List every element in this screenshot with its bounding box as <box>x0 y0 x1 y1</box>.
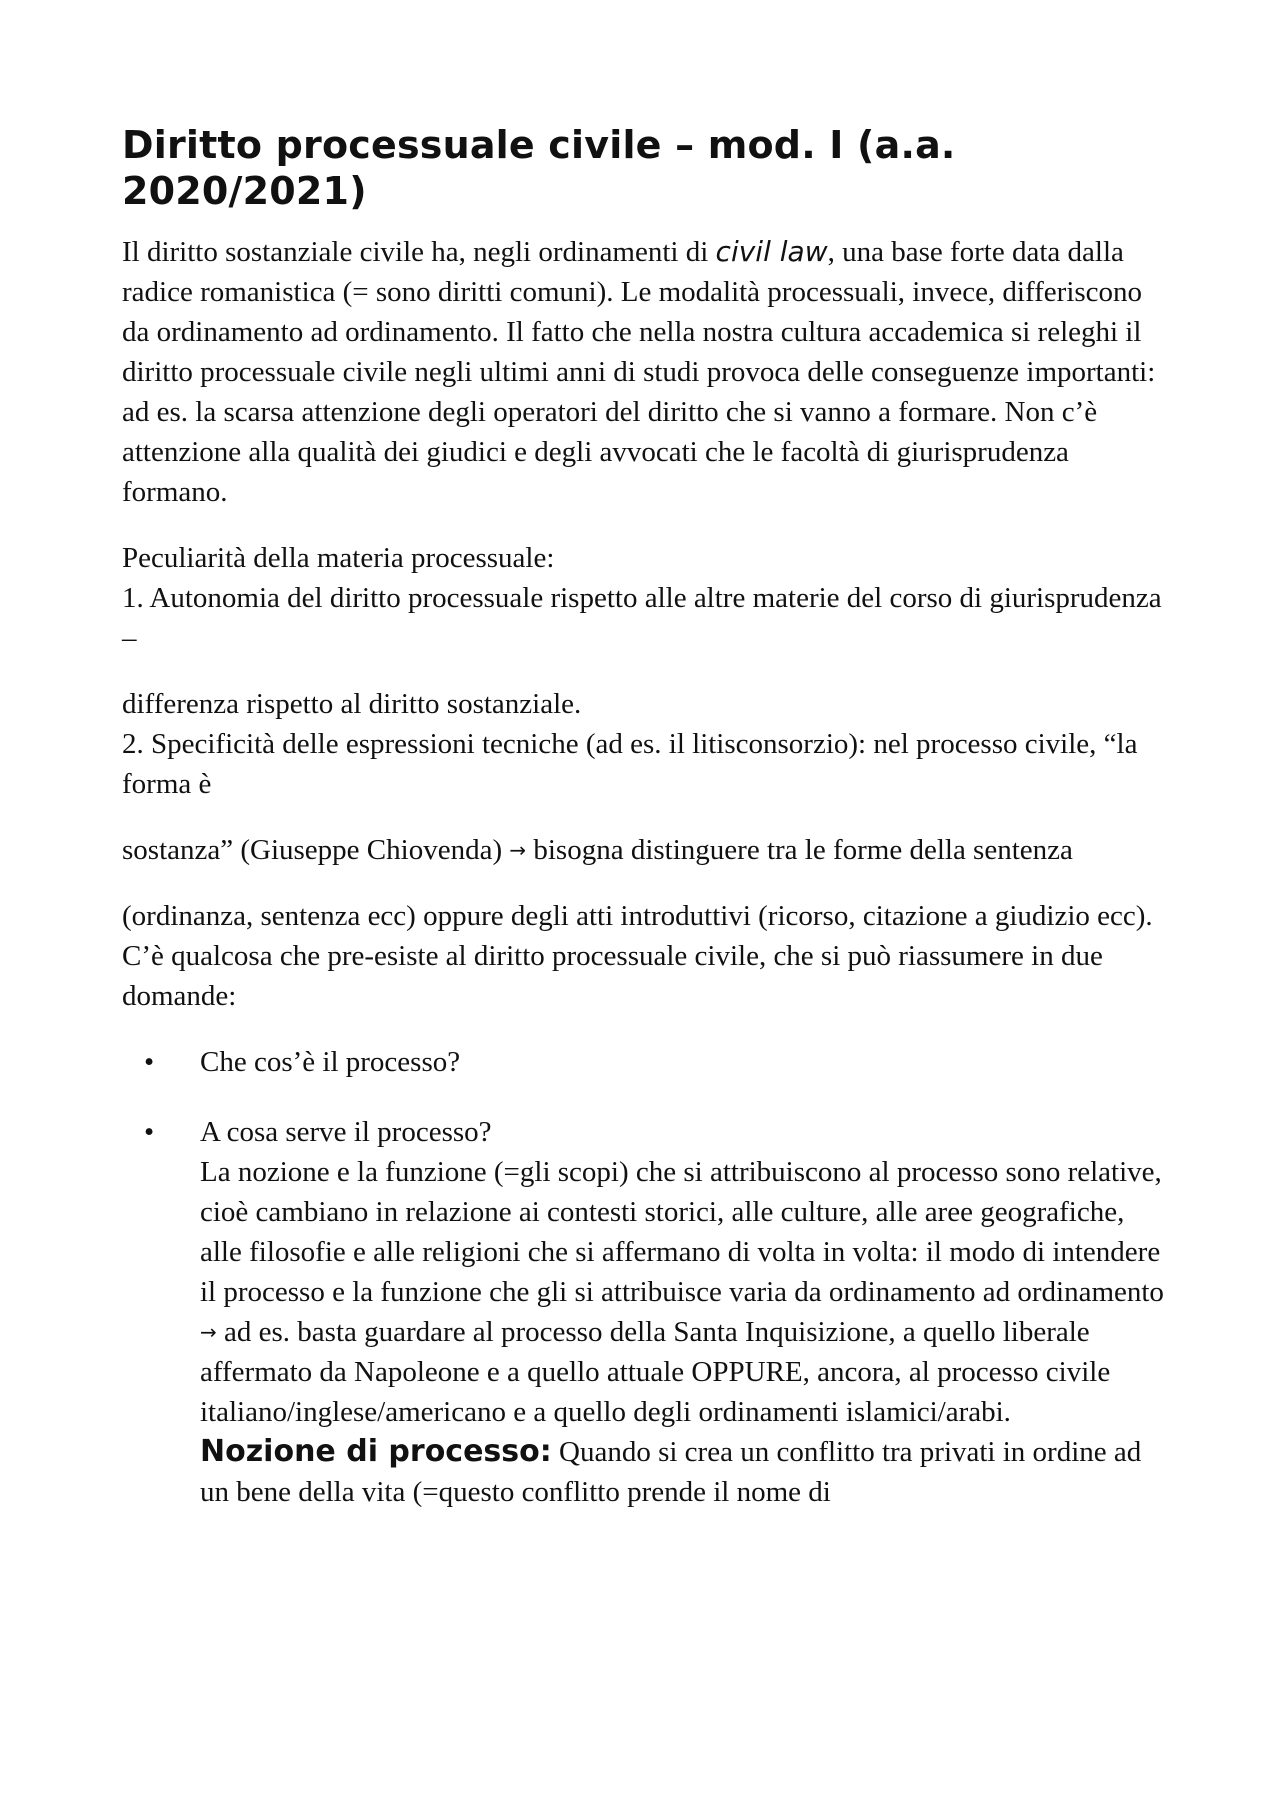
right-arrow-icon: → <box>200 1320 217 1344</box>
question-2: A cosa serve il processo? <box>200 1116 492 1148</box>
civil-law-emphasis: civil law <box>715 235 828 268</box>
list-item <box>122 1042 1172 1082</box>
peculiarities-heading: Peculiarità della materia processuale: <box>122 542 555 574</box>
peculiarities-block <box>122 538 1172 658</box>
point-2-continued-2: (ordinanza, sentenza ecc) oppure degli atti introduttivi (ricorso, citazione a giudizio ecc). C’è qualcosa che pre-esiste al diritto processuale civile, che si può riassumere in due domande: <box>122 900 1153 1012</box>
intro-paragraph <box>122 232 1172 512</box>
question-2-body-start: La nozione e la funzione (=gli scopi) che si attribuiscono al processo sono relative, cioè cambiano in relazione ai contesti storici, alle culture, alle aree geografiche, alle filosofie e alle religioni che si affermano di volta in volta: il modo di intendere il processo e la funzione che gli si attribuisce varia da ordinamento ad ordinamento <box>200 1156 1164 1308</box>
right-arrow-icon: → <box>509 838 527 862</box>
point-1-continued-text: differenza rispetto al diritto sostanziale. <box>122 688 582 720</box>
list-item <box>122 1112 1172 1512</box>
point-1: 1. Autonomia del diritto processuale rispetto alle altre materie del corso di giurisprudenza – <box>122 582 1162 654</box>
questions-list <box>122 1042 1172 1512</box>
document-title: Diritto processuale civile – mod. I (a.a. 2020/2021) <box>122 123 956 213</box>
nozione-heading: Nozione di processo: <box>200 1434 552 1469</box>
intro-text-start: Il diritto sostanziale civile ha, negli ordinamenti di <box>122 236 716 268</box>
bullet-icon: • <box>144 1046 155 1078</box>
point-2: 2. Specificità delle espressioni tecniche (ad es. il litisconsorzio): nel processo civile, “la forma è <box>122 728 1138 800</box>
point-2-continued <box>122 830 1172 870</box>
question-2-body-rest: ad es. basta guardare al processo della Santa Inquisizione, a quello liberale affermato da Napoleone e a quello attuale OPPURE, ancora, al processo civile italiano/inglese/americano e a quello degli ordinamenti islamici/arabi. <box>200 1316 1111 1428</box>
point-2-continued-start: sostanza” (Giuseppe Chiovenda) <box>122 834 510 866</box>
document-page <box>122 122 1172 1512</box>
bullet-icon: • <box>144 1116 155 1148</box>
intro-text-rest: , una base forte data dalla radice romanistica (= sono diritti comuni). Le modalità processuali, invece, differiscono da ordinamento ad ordinamento. Il fatto che nella nostra cultura accademica si releghi il diritto processuale civile negli ultimi anni di studi provoca delle conseguenze importanti: ad es. la scarsa attenzione degli operatori del diritto che si vanno a formare. Non c’è attenzione alla qualità dei giudici e degli avvocati che le facoltà di giurisprudenza formano. <box>122 236 1156 508</box>
question-1: Che cos’è il processo? <box>200 1046 461 1078</box>
point-2-continued-rest: bisogna distinguere tra le forme della sentenza <box>526 834 1073 866</box>
nozione-text: Quando si crea un conflitto tra privati in ordine ad un bene della vita (=questo conflitto prende il nome di <box>200 1436 1142 1508</box>
point-1-continued <box>122 684 1172 804</box>
